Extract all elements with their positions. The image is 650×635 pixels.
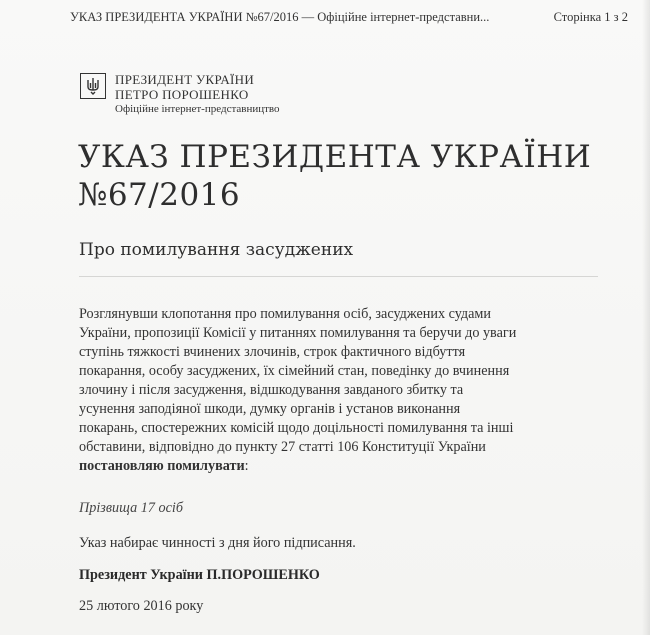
trident-icon xyxy=(80,73,106,99)
resolve-line xyxy=(79,457,609,476)
preamble xyxy=(79,305,609,476)
preamble-line: покарання, особу засуджених, їх сімейний стан, поведінку до вчинення xyxy=(79,363,510,379)
preamble-line: покарань, спостережних комісій щодо доцільності помилування та інші xyxy=(79,420,514,436)
title-line-2: №67/2016 xyxy=(78,177,241,213)
surnames-note: Прізвища 17 осіб xyxy=(79,500,183,516)
preamble-line: ступінь тяжкості вчинених злочинів, строк фактичного відбуття xyxy=(79,344,466,360)
running-header-title: УКАЗ ПРЕЗИДЕНТА УКРАЇНИ №67/2016 — Офіційне інтернет-представни... xyxy=(70,10,490,24)
brand-subtitle: Офіційне інтернет-представництво xyxy=(115,103,280,115)
brand-name: ПЕТРО ПОРОШЕНКО xyxy=(115,87,249,102)
preamble-line: обставини, відповідно до пункту 27 статті 106 Конституції України xyxy=(79,439,486,455)
brand-block xyxy=(80,72,280,117)
decree-date: 25 лютого 2016 року xyxy=(79,598,204,614)
effect-clause: Указ набирає чинності з дня його підписання. xyxy=(79,535,356,551)
page-title xyxy=(78,138,598,214)
resolve-colon: : xyxy=(244,458,249,474)
preamble-line: злочину і після засудження, відшкодування завданого збитку та xyxy=(79,382,464,398)
signature: Президент України П.ПОРОШЕНКО xyxy=(79,567,320,583)
decree-subject: Про помилування засуджених xyxy=(79,240,354,260)
preamble-line: Розглянувши клопотання про помилування осіб, засуджених судами xyxy=(79,306,491,322)
page-number: Сторінка 1 з 2 xyxy=(553,10,628,24)
title-line-1: УКАЗ ПРЕЗИДЕНТА УКРАЇНИ xyxy=(78,139,592,175)
preamble-line: усунення заподіяної шкоди, думку органів і установ виконання xyxy=(79,401,461,417)
page-edge-shadow xyxy=(642,0,650,635)
divider xyxy=(79,276,598,277)
running-header xyxy=(70,10,628,25)
preamble-line: України, пропозиції Комісії у питаннях помилування та беручи до уваги xyxy=(79,325,517,341)
brand-title: ПРЕЗИДЕНТ УКРАЇНИ xyxy=(115,72,255,87)
resolve-text: постановляю помилувати xyxy=(79,458,245,474)
